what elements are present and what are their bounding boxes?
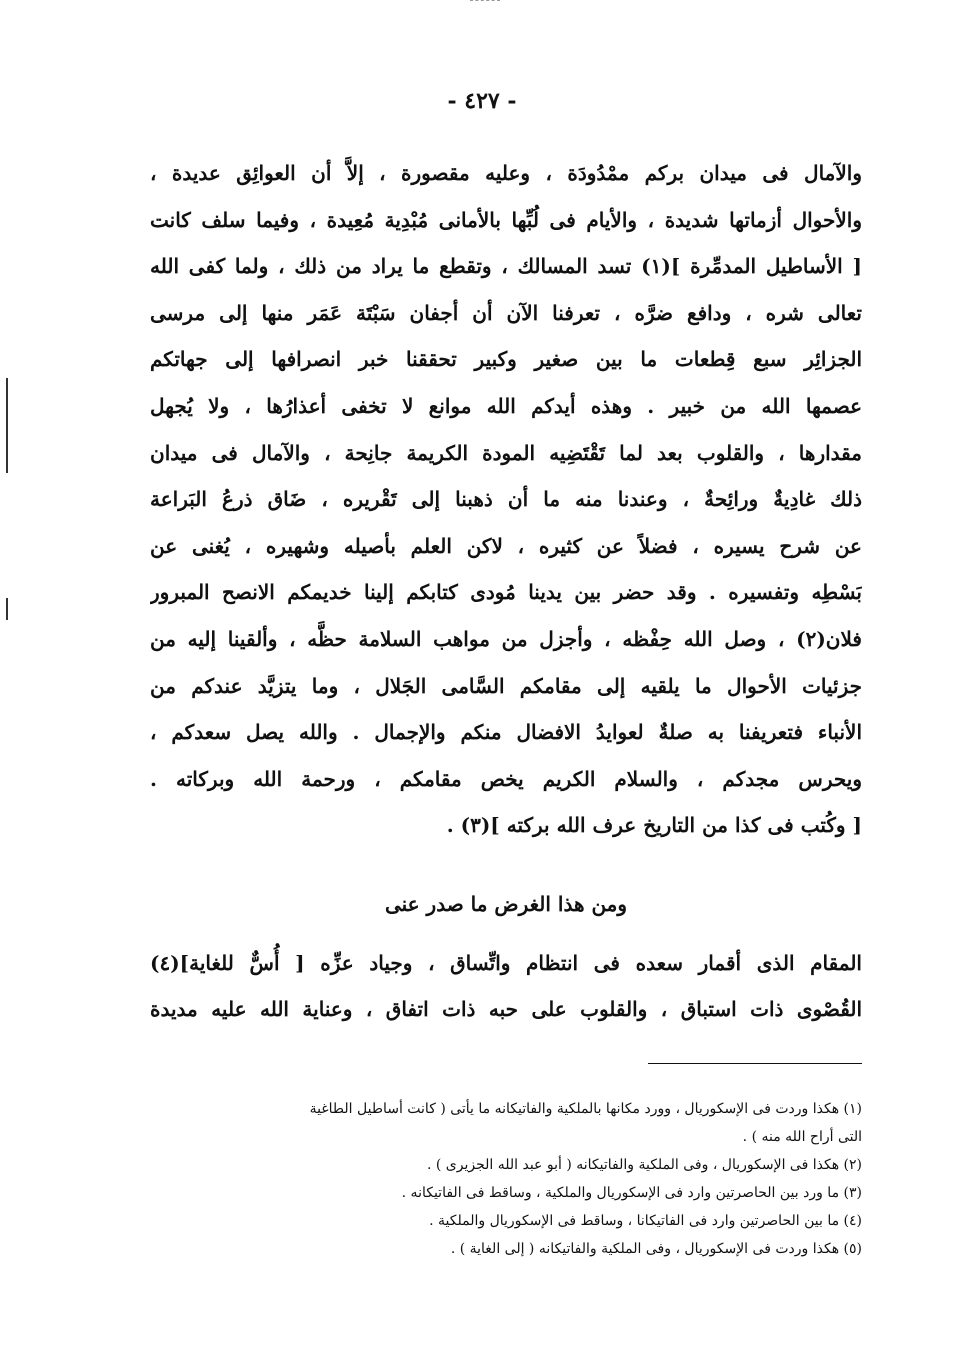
text-line: ذلك غادِيةٌ ورائِحةٌ ، وعندنا منه ما أن ذهبنا إلى تَقْريره ، ضَاق ذرعُ البَراعة bbox=[150, 487, 862, 512]
text-line: مقدارها ، والقلوب بعد لما تَقْتَضِيه المودة الكريمة جانِحة ، والآمال فى ميدان bbox=[150, 440, 862, 465]
text-line: ويحرس مجدكم ، والسلام الكريم يخص مقامكم ، ورحمة الله وبركاته . bbox=[150, 766, 862, 791]
footnote: (١) هكذا وردت فى الإسكوريال ، وورد مكانها بالملكية والفاتيكانه ما يأتى ( كانت أساطيل الطاغية bbox=[309, 1101, 862, 1117]
footnotes bbox=[140, 1095, 862, 1263]
scan-margin-mark bbox=[6, 378, 8, 473]
text-line: الأنباء فتعريفنا به صلةٌ لعوايدُ الافضال منكم والإجمال . والله يصل سعدكم ، bbox=[150, 720, 862, 745]
text-line: عن شرح يسيره ، فضلاً عن كثيره ، لاكن العلم بأصيله وشهيره ، يُغنى عن bbox=[150, 533, 862, 558]
footnote: (٤) ما بين الحاصرتين وارد فى الفاتيكانا ، وساقط فى الإسكوريال والملكية . bbox=[429, 1213, 862, 1229]
text-line: القُصْوى ذات استباق ، والقلوب على حبه ذات اتفاق ، وعناية الله عليه مديدة bbox=[150, 997, 862, 1021]
scan-margin-mark bbox=[6, 598, 8, 620]
text-line: الجزائِر سبع قِطعات ما بين صغير وكبير تحققنا خبر انصرافها إلى جهاتكم bbox=[150, 347, 862, 372]
text-line: عصمها الله من خبير . وهذه أيدكم الله موانع لا تخفى أعذارُها ، ولا يُجهل bbox=[150, 393, 862, 418]
footnote: (٥) هكذا وردت فى الإسكوريال ، وفى الملكية والفاتيكانه ( إلى الغاية ) . bbox=[450, 1241, 862, 1257]
text-line: [ وكُتب فى كذا من التاريخ عرف الله بركته ](٣) . bbox=[446, 813, 862, 838]
second-paragraph bbox=[150, 940, 862, 1032]
footnote-divider bbox=[648, 1063, 862, 1064]
footnote: (٢) هكذا فى الإسكوريال ، وفى الملكية والفاتيكانه ( أبو عبد الله الجزيرى ) . bbox=[426, 1157, 862, 1173]
main-paragraph bbox=[150, 150, 862, 849]
text-line: تعالى شره ، ودافع ضرَّه ، تعرفنا الآن أن أجفان سَبْتَة عَمَر منها إلى مرسى bbox=[150, 300, 862, 325]
scan-top-mark bbox=[470, 0, 500, 1]
text-line: والأحوال أزماتها شديدة ، والأيام فى لُبِّها بالأمانى مُبْدِية مُعِيدة ، وفيما سلف كانت bbox=[150, 207, 862, 232]
text-line: [ الأساطيل المدمِّرة ](١) تسد المسالك ، وتقطع ما يراد من ذلك ، ولما كفى الله bbox=[150, 254, 862, 279]
text-line: والآمال فى ميدان بركم ممْدُودَة ، وعليه مقصورة ، إلاَّ أن العوائِق عديدة ، bbox=[150, 161, 862, 185]
text-line: فلان(٢) ، وصل الله حِفْظه ، وأجزل من مواهب السلامة حظَّه ، وألقينا إليه من bbox=[150, 626, 862, 651]
text-line: المقام الذى أقمار سعده فى انتظام واتِّساق ، وجياد عزِّه [ أُسٌّ للغاية](٤) bbox=[150, 951, 862, 975]
page-number: - ٤٢٧ - bbox=[447, 88, 517, 114]
section-heading: ومن هذا الغرض ما صدر عنى bbox=[384, 892, 628, 916]
footnote-continuation: التى أراح الله منه ) . bbox=[742, 1129, 862, 1145]
footnote: (٣) ما ورد بين الحاصرتين وارد فى الإسكوريال والملكية ، وساقط فى الفاتيكانه . bbox=[401, 1185, 862, 1201]
text-line: بَسْطِه وتفسيره . وقد حضر بين يدينا مُودى كتابكم إلينا خديمكم الانصح المبرور bbox=[150, 580, 862, 605]
text-line: جزئيات الأحوال ما يلقيه إلى مقامكم السَّامى الجَلال ، وما يتزيَّد عندكم من bbox=[150, 673, 862, 698]
